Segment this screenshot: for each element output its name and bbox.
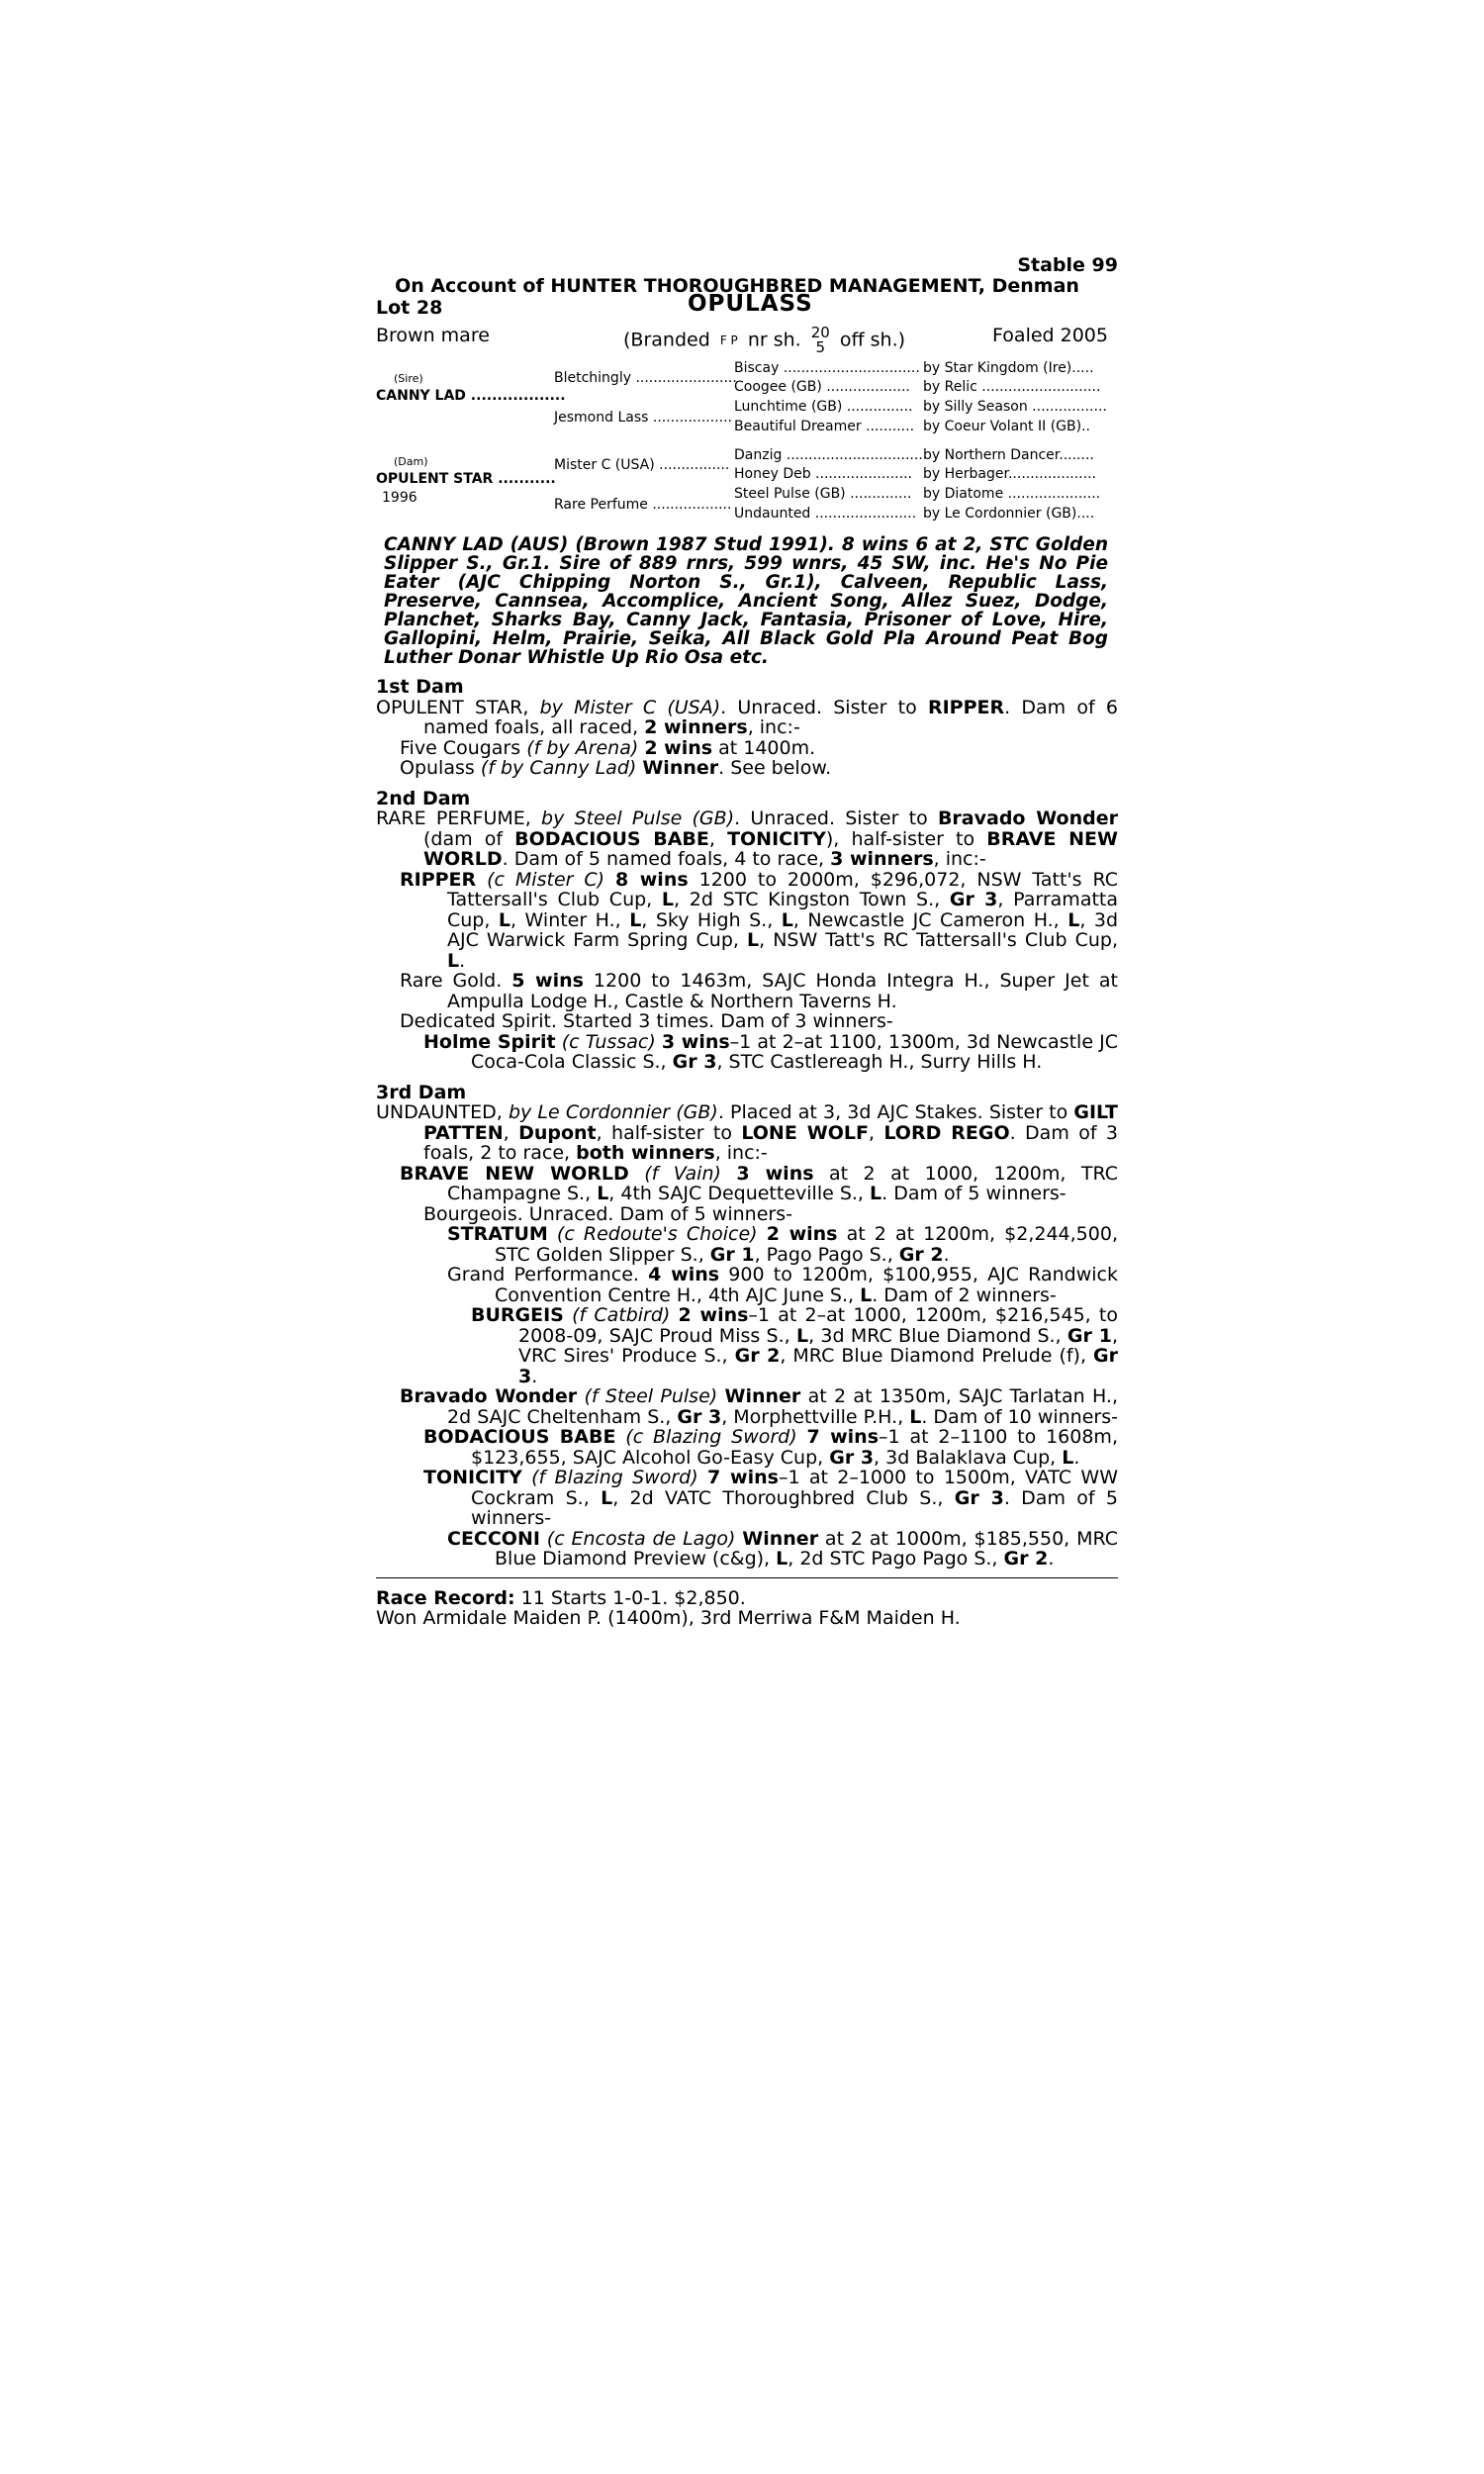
race-record: Race Record: 11 Starts 1-0-1. $2,850. xyxy=(376,1586,746,1609)
ped-g4-8: by Le Cordonnier (GB).... xyxy=(923,506,1095,522)
sire-name-text: CANNY LAD xyxy=(376,388,466,404)
sire-label: (Sire) xyxy=(394,372,423,385)
second-dam-foal-rare-gold: Rare Gold. 5 wins 1200 to 1463m, SAJC Honda Integra H., Super Jet at Ampulla Lodge H., Castle & Northern Taverns H. xyxy=(400,970,1118,1012)
foaled-year: Foaled 2005 xyxy=(992,325,1108,346)
catalogue-page xyxy=(376,255,1118,1629)
dam-year: 1996 xyxy=(382,490,417,506)
brand-bottom: 5 xyxy=(815,338,826,356)
ped-g4-4: by Coeur Volant II (GB).. xyxy=(923,419,1090,434)
brand-open: (Branded xyxy=(623,329,710,351)
ped-g2-3: Mister C (USA) ................ xyxy=(554,457,730,473)
third-dam-header: 3rd Dam xyxy=(376,1081,467,1103)
dam-name: OPULENT STAR ........... xyxy=(376,471,556,487)
first-dam-foal-1: Five Cougars (f by Arena) 2 wins at 1400m. xyxy=(400,736,816,759)
ped-g3-1: Biscay ............................... xyxy=(734,360,920,376)
stable-number: Stable 99 xyxy=(1017,254,1118,276)
third-dam-foal-cecconi: CECCONI (c Encosta de Lago) Winner at 2 at 1000m, $185,550, MRC Blue Diamond Preview (c&g), L, 2d STC Pago Pago S., Gr 2. xyxy=(447,1527,1118,1570)
ped-g3-2: Coogee (GB) ................... xyxy=(734,379,910,395)
dam-name-text: OPULENT STAR xyxy=(376,471,494,487)
brand-fraction xyxy=(811,326,830,355)
ped-g4-1: by Star Kingdom (Ire)..... xyxy=(923,360,1094,376)
ped-g3-7: Steel Pulse (GB) .............. xyxy=(734,486,912,502)
ped-g3-5: Danzig ............................... xyxy=(734,447,923,463)
first-dam-para: OPULENT STAR, by Mister C (USA). Unraced. Sister to RIPPER. Dam of 6 named foals, all raced, 2 winners, inc:- xyxy=(376,696,1118,738)
description-row xyxy=(376,322,1118,356)
section-divider xyxy=(376,1577,1118,1578)
third-dam-foal-bravado-wonder: Bravado Wonder (f Steel Pulse) Winner at 2 at 1350m, SAJC Tarlatan H., 2d SAJC Cheltenham S., Gr 3, Morphettville P.H., L. Dam of 10 winners- xyxy=(400,1385,1118,1428)
first-dam-header: 1st Dam xyxy=(376,676,464,698)
third-dam-foal-bodacious-babe: BODACIOUS BABE (c Blazing Sword) 7 wins–1 at 2–1100 to 1608m, $123,655, SAJC Alcohol Go-Easy Cup, Gr 3, 3d Balaklava Cup, L. xyxy=(423,1426,1118,1469)
horse-description: Brown mare xyxy=(376,325,490,346)
third-dam-para: UNDAUNTED, by Le Cordonnier (GB). Placed at 3, 3d AJC Stakes. Sister to GILT PATTEN, Dupont, half-sister to LONE WOLF, LORD REGO. Dam of 3 foals, 2 to race, both winners, inc:- xyxy=(376,1101,1118,1164)
ped-g3-8: Undaunted ....................... xyxy=(734,506,917,522)
second-dam-granddaughter-holme-spirit: Holme Spirit (c Tussac) 3 wins–1 at 2–at 1100, 1300m, 3d Newcastle JC Coca-Cola Classic S., Gr 3, STC Castlereagh H., Surry Hills H. xyxy=(423,1030,1118,1073)
ped-g3-4: Beautiful Dreamer ........... xyxy=(734,419,915,434)
ped-g4-5: by Northern Dancer........ xyxy=(923,447,1094,463)
lot-row xyxy=(376,291,1118,322)
third-dam-foal-tonicity: TONICITY (f Blazing Sword) 7 wins–1 at 2–1000 to 1500m, VATC WW Cockram S., L, 2d VATC Thoroughbred Club S., Gr 3. Dam of 5 winners- xyxy=(423,1467,1118,1529)
third-dam-foal-grand-performance: Grand Performance. 4 wins 900 to 1200m, $100,955, AJC Randwick Convention Centre H., 4th AJC June S., L. Dam of 2 winners- xyxy=(447,1264,1118,1306)
brand-near: nr sh. xyxy=(747,329,801,351)
ped-g4-3: by Silly Season ................. xyxy=(923,399,1107,415)
ped-g2-4: Rare Perfume .................. xyxy=(554,497,732,513)
sire-name: CANNY LAD .................. xyxy=(376,388,566,404)
second-dam-header: 2nd Dam xyxy=(376,787,471,809)
vendor-account: On Account of HUNTER THOROUGHBRED MANAGEMENT, Denman xyxy=(395,274,1079,297)
brand-info xyxy=(623,326,905,355)
pedigree-table xyxy=(376,359,1118,529)
brand-off: off sh.) xyxy=(839,329,906,351)
second-dam-foal-ripper: RIPPER (c Mister C) 8 wins 1200 to 2000m, $296,072, NSW Tatt's RC Tattersall's Club Cup, L, 2d STC Kingston Town S., Gr 3, Parramatta Cup, L, Winter H., L, Sky High S., L, Newcastle JC Cameron H., L, 3d AJC Warwick Farm Spring Cup, L, NSW Tatt's RC Tattersall's Club Cup, L. xyxy=(400,868,1119,972)
ped-g3-3: Lunchtime (GB) ............... xyxy=(734,399,913,415)
brand-top: 20 xyxy=(810,324,830,341)
third-dam-foal-bourgeois: Bourgeois. Unraced. Dam of 5 winners- xyxy=(423,1202,792,1225)
horse-name: OPULASS xyxy=(688,291,813,317)
brand-glyph: F P xyxy=(719,333,738,347)
first-dam-foal-2: Opulass (f by Canny Lad) Winner. See below. xyxy=(400,757,832,779)
ped-g4-2: by Relic ........................... xyxy=(923,379,1101,395)
ped-g3-6: Honey Deb ...................... xyxy=(734,466,912,482)
third-dam-foal-stratum: STRATUM (c Redoute's Choice) 2 wins at 2 at 1200m, $2,244,500, STC Golden Slipper S., Gr 1, Pago Pago S., Gr 2. xyxy=(447,1223,1118,1266)
third-dam-foal-burgeis: BURGEIS (f Catbird) 2 wins–1 at 2–at 1000, 1200m, $216,545, to 2008-09, SAJC Proud Miss S., L, 3d MRC Blue Diamond S., Gr 1, VRC Sires' Produce S., Gr 2, MRC Blue Diamond Prelude (f), Gr 3. xyxy=(471,1304,1118,1387)
ped-g4-7: by Diatome ..................... xyxy=(923,486,1101,502)
ped-g2-1: Bletchingly ....................... xyxy=(554,370,737,386)
third-dam-foal-brave-new-world: BRAVE NEW WORLD (f Vain) 3 wins at 2 at 1000, 1200m, TRC Champagne S., L, 4th SAJC Dequetteville S., L. Dam of 5 winners- xyxy=(400,1162,1118,1204)
second-dam-para: RARE PERFUME, by Steel Pulse (GB). Unraced. Sister to Bravado Wonder (dam of BODACIOUS BABE, TONICITY), half-sister to BRAVE NEW WORLD. Dam of 5 named foals, 4 to race, 3 winners, inc:- xyxy=(376,808,1118,870)
dam-label: (Dam) xyxy=(394,455,428,468)
sire-summary: CANNY LAD (AUS) (Brown 1987 Stud 1991). 8 wins 6 at 2, STC Golden Slipper S., Gr.1. Sire of 889 rnrs, 599 wnrs, 45 SW, inc. He's No Pie Eater (AJC Chipping Norton S., Gr.1), Calveen, Republic Lass, Preserve, Cannsea, Accomplice, Ancient Song, Allez Suez, Dodge, Planchet, Sharks Bay, Canny Jack, Fantasia, Prisoner of Love, Hire, Gallopini, Helm, Prairie, Seika, All Black Gold Pla Around Peat Bog Luther Donar Whistle Up Rio Osa etc. xyxy=(384,534,1108,668)
ped-g2-2: Jesmond Lass .................. xyxy=(554,410,732,426)
second-dam-foal-dedicated-spirit: Dedicated Spirit. Started 3 times. Dam of 3 winners- xyxy=(400,1010,893,1032)
ped-g4-6: by Herbager.................... xyxy=(923,466,1096,482)
race-record-detail: Won Armidale Maiden P. (1400m), 3rd Merriwa F&M Maiden H. xyxy=(376,1607,961,1629)
lot-number: Lot 28 xyxy=(376,297,443,319)
